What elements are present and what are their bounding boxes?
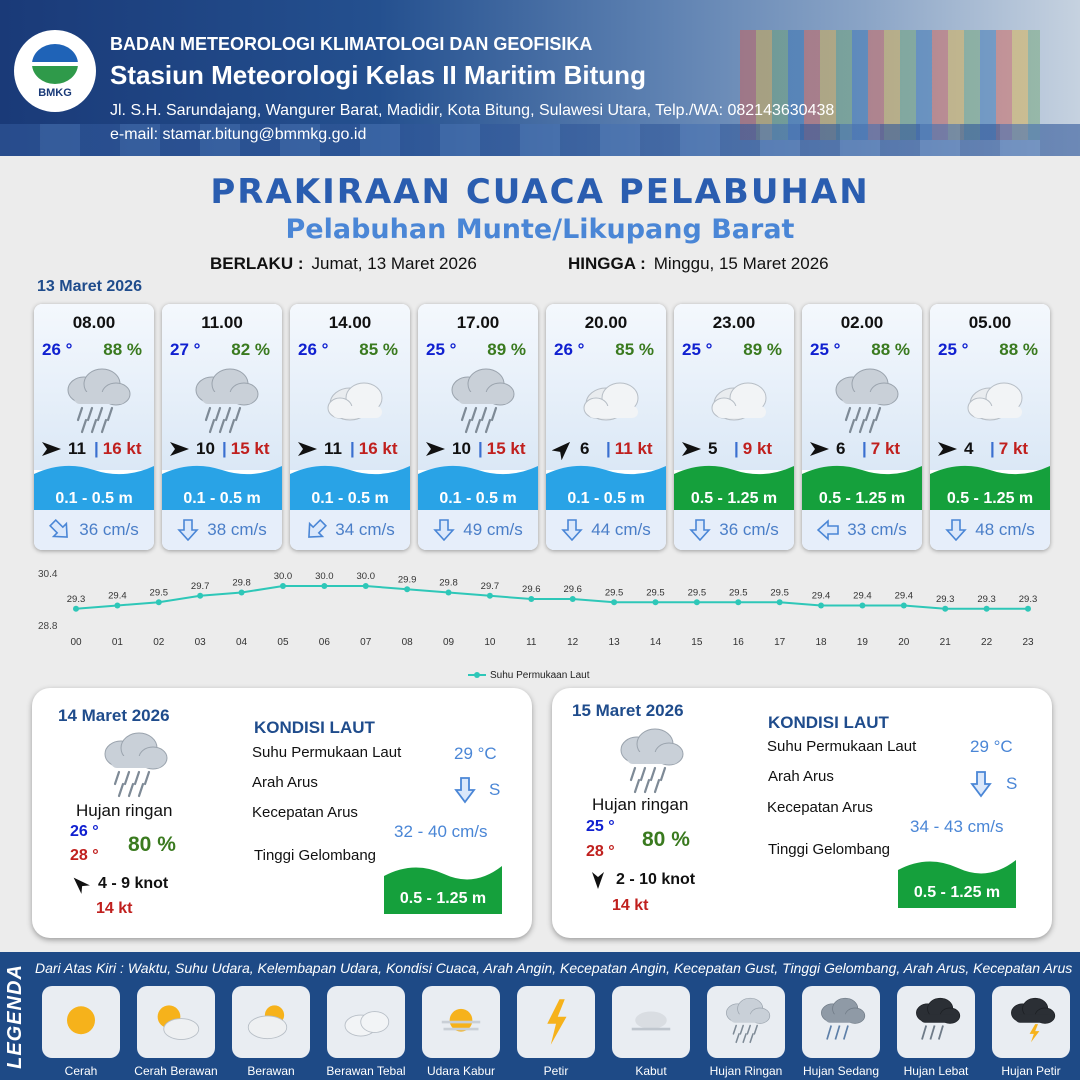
- current-row: [418, 510, 538, 550]
- humidity: 89 %: [487, 340, 526, 359]
- bmkg-logo: BMKG: [14, 30, 96, 112]
- sst-data-label: 29.3: [1018, 593, 1038, 605]
- wave-height: 0.1 - 0.5 m: [567, 490, 645, 507]
- wind-gust: 14 kt: [96, 900, 133, 917]
- current-direction-icon: [689, 519, 711, 541]
- wind-row: 5 | 9 kt: [680, 438, 792, 460]
- sst-data-point: [901, 603, 907, 609]
- wind-direction-icon: [588, 870, 608, 890]
- x-tick-label: 03: [194, 637, 206, 648]
- forecast-card: [162, 304, 282, 550]
- forecast-time: 17.00: [456, 313, 500, 332]
- legend-label: Hujan Petir: [1001, 1064, 1061, 1078]
- sst-data-point: [652, 599, 658, 605]
- forecast-time: 23.00: [712, 313, 756, 332]
- wind-direction-icon: [296, 438, 318, 460]
- sst-data-point: [859, 603, 865, 609]
- weather-condition: Hujan ringan: [76, 801, 173, 820]
- forecast-card: [674, 304, 794, 550]
- sst-data-point: [487, 593, 493, 599]
- wave-height: 0.1 - 0.5 m: [55, 490, 133, 507]
- wave-height: 0.5 - 1.25 m: [946, 490, 1034, 507]
- sst-data-label: 29.4: [108, 590, 127, 602]
- current-direction-value: S: [489, 780, 501, 799]
- x-tick-label: 06: [318, 637, 330, 648]
- legend-label: Berawan: [247, 1064, 295, 1078]
- sst-data-point: [197, 593, 203, 599]
- x-tick-label: 05: [277, 637, 289, 648]
- forecast-time: 14.00: [328, 313, 372, 332]
- thick-cloud-icon: [327, 986, 405, 1058]
- wind-speed: 11: [68, 439, 86, 458]
- sst-data-label: 29.7: [480, 580, 500, 592]
- current-row: [546, 510, 666, 550]
- wave-height: 0.5 - 1.25 m: [818, 490, 906, 507]
- thick-cloud-icon: [312, 362, 392, 434]
- x-tick-label: 00: [70, 637, 82, 648]
- wind-row: 11 | 16 kt: [296, 438, 408, 460]
- current-direction-icon: [49, 519, 71, 541]
- current-direction-icon: [817, 519, 839, 541]
- sst-data-point: [735, 599, 741, 605]
- sst-data-label: 29.5: [770, 587, 789, 599]
- wind-row: 10 | 15 kt: [424, 438, 536, 460]
- sst-data-label: 29.3: [935, 593, 955, 605]
- sea-condition-title: KONDISI LAUT: [254, 718, 375, 737]
- wind-speed: 10: [452, 439, 471, 458]
- current-speed-label: Kecepatan Arus: [767, 799, 873, 816]
- sst-data-label: 29.5: [604, 587, 624, 599]
- wave-height-value: 0.5 - 1.25 m: [913, 884, 1001, 901]
- lightning-icon: [517, 986, 595, 1058]
- heavy-rain-icon: [897, 986, 975, 1058]
- current-row: [674, 510, 794, 550]
- wind-row: 10 | 15 kt: [168, 438, 280, 460]
- sst-data-label: 29.4: [894, 590, 914, 602]
- x-tick-label: 12: [567, 637, 579, 648]
- current-direction-arrow-icon: [970, 770, 992, 798]
- sst-data-point: [1025, 606, 1031, 612]
- x-tick-label: 20: [898, 637, 910, 648]
- light-rain-icon: [92, 726, 174, 798]
- wind-row: 4 | 7 kt: [936, 438, 1048, 460]
- current-speed-label: Kecepatan Arus: [252, 804, 358, 821]
- wave-height-value: 0.5 - 1.25 m: [399, 890, 487, 907]
- sst-data-label: 29.5: [729, 587, 748, 599]
- sst-value: 29 °C: [970, 737, 1013, 756]
- wind-gust: 9 kt: [742, 439, 773, 458]
- wind-direction-icon: [424, 438, 446, 460]
- thick-cloud-icon: [952, 362, 1032, 434]
- x-tick-label: 19: [856, 637, 868, 648]
- sst-data-label: 29.3: [977, 593, 996, 605]
- wind-gust: 15 kt: [230, 439, 270, 458]
- current-direction-icon: [305, 519, 327, 541]
- x-tick-label: 13: [608, 637, 620, 648]
- wind-gust: 7 kt: [998, 439, 1029, 458]
- wave-height-label: Tinggi Gelombang: [768, 841, 891, 858]
- current-speed: 34 cm/s: [335, 520, 395, 539]
- valid-until: HINGGA : Minggu, 15 Maret 2026: [568, 254, 829, 273]
- humidity: 88 %: [999, 340, 1038, 359]
- forecast-time: 08.00: [72, 313, 116, 332]
- light-rain-icon: [184, 362, 264, 434]
- wind-speed: 11: [324, 439, 342, 458]
- sst-data-label: 29.6: [522, 584, 541, 595]
- fog-icon: [612, 986, 690, 1058]
- sst-data-label: 29.4: [853, 590, 872, 602]
- wind-direction-icon: [168, 438, 190, 460]
- current-direction-value: S: [1006, 774, 1018, 793]
- cloud-sun-icon: [232, 986, 310, 1058]
- current-direction-label: Arah Arus: [768, 768, 834, 785]
- day-panel-14: [32, 688, 532, 938]
- x-tick-label: 01: [111, 637, 123, 648]
- current-speed: 36 cm/s: [719, 520, 779, 539]
- sst-data-point: [239, 590, 245, 596]
- page-title: PRAKIRAAN CUACA PELABUHAN: [210, 172, 870, 212]
- temp-max: 28 °: [586, 843, 615, 860]
- wind-range: 4 - 9 knot: [70, 874, 168, 894]
- sst-data-point: [528, 596, 534, 602]
- air-temperature: 27 °: [170, 340, 201, 359]
- sst-data-label: 29.3: [66, 593, 86, 605]
- sst-data-point: [777, 599, 783, 605]
- x-tick-label: 08: [401, 637, 413, 648]
- forecast-card: [290, 304, 410, 550]
- thick-cloud-icon: [568, 362, 648, 434]
- humidity: 88 %: [103, 340, 142, 359]
- sst-data-label: 29.5: [646, 587, 665, 599]
- station-address: Jl. S.H. Sarundajang, Wangurer Barat, Madidir, Kota Bitung, Sulawesi Utara, Telp./WA: 082143630438: [110, 102, 835, 119]
- sst-data-point: [321, 583, 327, 589]
- wind-row: 6 | 11 kt: [552, 438, 664, 460]
- humidity: 82 %: [231, 340, 270, 359]
- wave-height: 0.1 - 0.5 m: [439, 490, 517, 507]
- sst-data-label: 30.0: [315, 571, 334, 582]
- x-tick-label: 23: [1022, 637, 1034, 648]
- sst-data-point: [73, 606, 79, 612]
- x-tick-label: 09: [442, 637, 455, 648]
- wind-direction-icon: [40, 438, 62, 460]
- current-direction-label: Arah Arus: [252, 774, 318, 791]
- legend-tab: LEGENDA: [3, 963, 26, 1069]
- current-speed: 33 cm/s: [847, 520, 907, 539]
- wind-direction-icon: [936, 438, 958, 460]
- forecast-time: 02.00: [840, 313, 884, 332]
- wind-direction-icon: [808, 438, 830, 460]
- legend-label: Petir: [543, 1064, 569, 1078]
- sst-data-label: 29.9: [397, 574, 417, 586]
- humidity: 89 %: [743, 340, 782, 359]
- chart-legend-label: Suhu Permukaan Laut: [490, 670, 590, 681]
- current-direction-icon: [945, 519, 967, 541]
- current-speed: 38 cm/s: [207, 520, 267, 539]
- temp-min: 25 °: [586, 818, 615, 835]
- header-banner: [0, 0, 1080, 156]
- temp-min: 26 °: [70, 823, 99, 840]
- air-temperature: 26 °: [554, 340, 585, 359]
- sst-data-point: [570, 596, 576, 602]
- wave-height: 0.5 - 1.25 m: [690, 490, 778, 507]
- light-rain-icon: [56, 362, 136, 434]
- day1-date: 13 Maret 2026: [37, 278, 142, 295]
- sun-icon: [42, 986, 120, 1058]
- legend-note: Dari Atas Kiri : Waktu, Suhu Udara, Kelembapan Udara, Kondisi Cuaca, Arah Angin, Kecepatan Angin, Kecepatan Gust, Tinggi Gelombang, Arah Arus, Kecepatan Arus: [35, 960, 1073, 976]
- humidity: 80 %: [128, 833, 176, 856]
- moderate-rain-icon: [802, 986, 880, 1058]
- sea-condition-title: KONDISI LAUT: [768, 713, 889, 732]
- current-direction-icon: [561, 519, 583, 541]
- panel-date: 14 Maret 2026: [58, 706, 170, 725]
- y-tick-label: 28.8: [38, 621, 58, 632]
- port-name: Pelabuhan Munte/Likupang Barat: [285, 214, 795, 245]
- current-row: [802, 510, 922, 550]
- sst-data-point: [611, 599, 617, 605]
- sst-data-label: 29.4: [811, 590, 831, 602]
- sst-data-point: [818, 603, 824, 609]
- sst-data-label: 29.6: [563, 584, 582, 595]
- legend-label: Hujan Lebat: [903, 1064, 969, 1078]
- current-direction-arrow-icon: [454, 776, 476, 804]
- sst-data-point: [942, 606, 948, 612]
- sst-data-point: [114, 603, 120, 609]
- sst-label: Suhu Permukaan Laut: [252, 744, 402, 761]
- legend-label: Kabut: [635, 1064, 667, 1078]
- x-tick-label: 18: [815, 637, 827, 648]
- weather-condition: Hujan ringan: [592, 795, 689, 814]
- x-tick-label: 21: [939, 637, 951, 648]
- sst-data-label: 29.5: [149, 587, 169, 599]
- sst-data-label: 30.0: [273, 571, 293, 582]
- wind-range: 2 - 10 knot: [588, 870, 695, 890]
- forecast-card: [546, 304, 666, 550]
- air-temperature: 25 °: [810, 340, 841, 359]
- humidity: 85 %: [615, 340, 654, 359]
- wind-gust: 16 kt: [102, 439, 142, 458]
- wind-speed: 6: [836, 439, 846, 458]
- sst-label: Suhu Permukaan Laut: [767, 738, 917, 755]
- current-row: [162, 510, 282, 550]
- forecast-time: 11.00: [201, 313, 243, 332]
- sst-data-point: [984, 606, 990, 612]
- wind-row: 11 | 16 kt: [40, 438, 152, 460]
- valid-from: BERLAKU : Jumat, 13 Maret 2026: [210, 254, 477, 273]
- temp-max: 28 °: [70, 847, 99, 864]
- y-tick-label: 30.4: [38, 569, 58, 580]
- wind-gust: 7 kt: [870, 439, 901, 458]
- light-rain-icon: [440, 362, 520, 434]
- current-speed: 44 cm/s: [591, 520, 651, 539]
- wind-speed: 5: [708, 439, 718, 458]
- current-speed: 49 cm/s: [463, 520, 523, 539]
- wave-height: 0.1 - 0.5 m: [311, 490, 389, 507]
- x-tick-label: 16: [732, 637, 744, 648]
- current-direction-icon: [433, 519, 455, 541]
- forecast-card: [418, 304, 538, 550]
- current-row: [930, 510, 1050, 550]
- sea-surface-temperature-chart: [30, 565, 1060, 683]
- x-tick-label: 07: [360, 637, 372, 648]
- forecast-card: [930, 304, 1050, 550]
- wind-gust: 14 kt: [612, 897, 649, 914]
- light-rain-icon: [707, 986, 785, 1058]
- current-speed-value: 34 - 43 cm/s: [910, 817, 1004, 836]
- sst-data-label: 29.5: [687, 587, 707, 599]
- legend-label: Cerah: [64, 1064, 98, 1078]
- wind-gust: 15 kt: [486, 439, 526, 458]
- station-email: e-mail: stamar.bitung@bmmkg.go.id: [110, 126, 367, 143]
- x-tick-label: 22: [981, 637, 993, 648]
- sst-data-point: [446, 590, 452, 596]
- humidity: 80 %: [642, 828, 690, 851]
- x-tick-label: 02: [153, 637, 165, 648]
- x-tick-label: 14: [649, 637, 662, 648]
- x-tick-label: 11: [526, 637, 537, 648]
- x-tick-label: 10: [484, 637, 496, 648]
- current-row: [34, 510, 154, 550]
- current-row: [290, 510, 410, 550]
- haze-icon: [422, 986, 500, 1058]
- sst-data-point: [280, 583, 286, 589]
- current-speed-value: 32 - 40 cm/s: [394, 822, 488, 841]
- thick-cloud-icon: [696, 362, 776, 434]
- x-tick-label: 04: [236, 637, 248, 648]
- light-rain-icon: [608, 722, 690, 794]
- sst-value: 29 °C: [454, 744, 497, 763]
- wind-speed: 4: [964, 439, 974, 458]
- humidity: 88 %: [871, 340, 910, 359]
- air-temperature: 26 °: [298, 340, 329, 359]
- sst-data-point: [694, 599, 700, 605]
- legend-label: Hujan Ringan: [709, 1064, 783, 1078]
- sst-data-label: 29.7: [190, 580, 210, 592]
- x-tick-label: 17: [774, 637, 786, 648]
- wind-speed: 6: [580, 439, 590, 458]
- wind-direction-icon: [70, 874, 90, 894]
- sst-data-label: 30.0: [356, 571, 375, 582]
- current-speed: 36 cm/s: [79, 520, 139, 539]
- wind-direction-icon: [680, 438, 702, 460]
- panel-date: 15 Maret 2026: [572, 701, 684, 720]
- agency-name: BADAN METEOROLOGI KLIMATOLOGI DAN GEOFISIKA: [110, 34, 593, 54]
- wave-height-label: Tinggi Gelombang: [254, 847, 377, 864]
- air-temperature: 26 °: [42, 340, 73, 359]
- forecast-time: 20.00: [584, 313, 628, 332]
- thunderstorm-icon: [992, 986, 1070, 1058]
- humidity: 85 %: [359, 340, 398, 359]
- wind-gust: 16 kt: [358, 439, 398, 458]
- air-temperature: 25 °: [938, 340, 969, 359]
- wave-height: 0.1 - 0.5 m: [183, 490, 261, 507]
- legend-label: Cerah Berawan: [134, 1064, 218, 1078]
- wind-direction-icon: [552, 438, 574, 460]
- current-speed: 48 cm/s: [975, 520, 1035, 539]
- current-direction-icon: [177, 519, 199, 541]
- wind-gust: 11 kt: [614, 439, 653, 458]
- forecast-card: [34, 304, 154, 550]
- forecast-time: 05.00: [968, 313, 1012, 332]
- legend-label: Udara Kabur: [426, 1064, 496, 1078]
- sst-data-point: [363, 583, 369, 589]
- sst-data-label: 29.8: [232, 577, 251, 589]
- legend-label: Hujan Sedang: [802, 1064, 880, 1078]
- air-temperature: 25 °: [682, 340, 713, 359]
- legend-label: Berawan Tebal: [326, 1064, 406, 1078]
- station-name: Stasiun Meteorologi Kelas II Maritim Bitung: [110, 60, 646, 90]
- wind-row: 6 | 7 kt: [808, 438, 920, 460]
- sst-data-label: 29.8: [439, 577, 458, 589]
- x-tick-label: 15: [691, 637, 703, 648]
- light-rain-icon: [824, 362, 904, 434]
- day-panel-15: [552, 688, 1052, 938]
- air-temperature: 25 °: [426, 340, 457, 359]
- sst-data-point: [156, 599, 162, 605]
- forecast-card: [802, 304, 922, 550]
- sun-cloud-icon: [137, 986, 215, 1058]
- sst-series-line: [76, 586, 1028, 609]
- sst-data-point: [404, 586, 410, 592]
- wind-speed: 10: [196, 439, 215, 458]
- legend-marker: [474, 672, 480, 678]
